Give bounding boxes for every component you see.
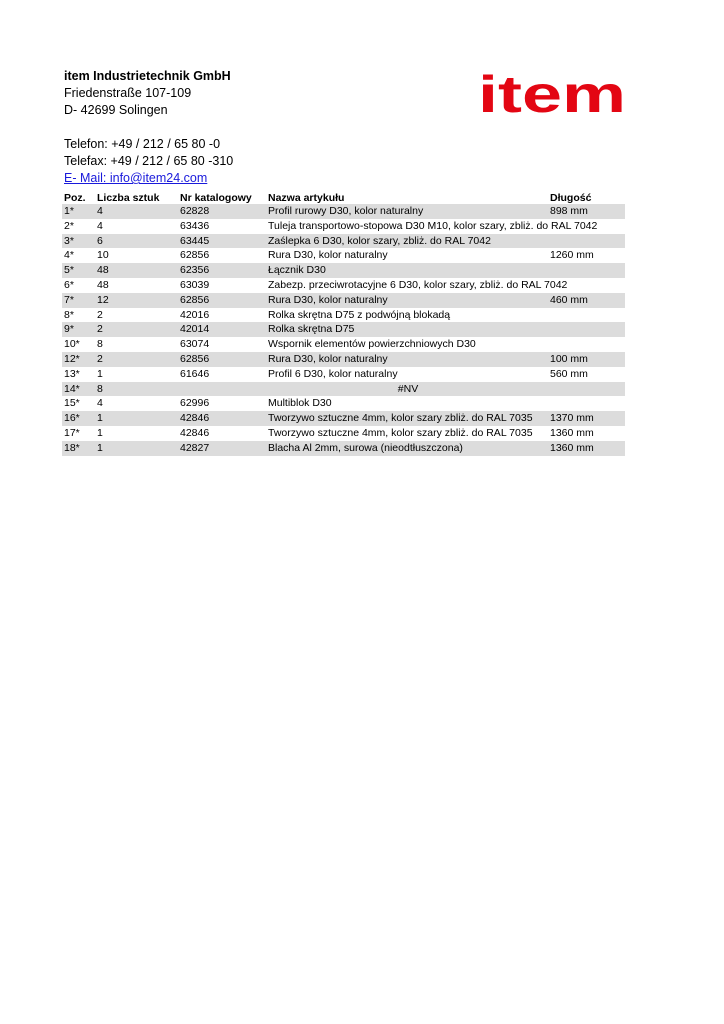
- cell-qty: 6: [95, 234, 178, 249]
- header-qty: Liczba sztuk: [97, 192, 160, 204]
- cell-pos: 12*: [62, 352, 95, 367]
- table-header-row: [62, 188, 625, 204]
- cell-qty: 1: [97, 426, 103, 439]
- table-row: [62, 263, 625, 278]
- cell-name: Rura D30, kolor naturalny: [266, 352, 548, 367]
- company-email-link[interactable]: E- Mail: info@item24.com: [64, 171, 208, 185]
- cell-pos: 18*: [62, 441, 95, 456]
- cell-qty: 48: [95, 263, 178, 278]
- logo-wordmark: item: [478, 74, 626, 114]
- item-logo: [478, 74, 626, 114]
- cell-length: 1260 mm: [550, 249, 594, 262]
- cell-qty: 8: [95, 382, 178, 397]
- cell-catalog: 62856: [178, 293, 266, 308]
- table-row: [62, 219, 625, 234]
- cell-name: Rura D30, kolor naturalny: [268, 249, 388, 262]
- header-catalog: Nr katalogowy: [180, 192, 252, 204]
- header-name: Nazwa artykułu: [268, 192, 345, 204]
- table-row: [62, 234, 625, 249]
- cell-qty: 4: [97, 397, 103, 410]
- cell-catalog: 42014: [178, 322, 266, 337]
- cell-pos: 3*: [62, 234, 95, 249]
- cell-catalog: 63436: [180, 219, 210, 232]
- company-phone: Telefon: +49 / 212 / 65 80 -0: [64, 137, 221, 151]
- table-row: [62, 382, 625, 397]
- cell-catalog: 63445: [178, 234, 266, 249]
- table-row: [62, 308, 625, 323]
- cell-catalog: 63039: [180, 278, 210, 291]
- cell-qty: 4: [97, 219, 103, 232]
- cell-pos: 6*: [64, 278, 74, 291]
- cell-pos: 8*: [64, 308, 74, 321]
- table-row: [62, 352, 625, 367]
- cell-length: 1360 mm: [550, 426, 594, 439]
- cell-qty: 2: [95, 352, 178, 367]
- company-city: D- 42699 Solingen: [64, 103, 168, 117]
- cell-name: Tworzywo sztuczne 4mm, kolor szary zbliż. do RAL 7035: [268, 426, 533, 439]
- company-street: Friedenstraße 107-109: [64, 86, 192, 100]
- cell-length: [548, 308, 625, 323]
- cell-pos: 15*: [64, 397, 80, 410]
- cell-length: 100 mm: [548, 352, 625, 367]
- company-name: item Industrietechnik GmbH: [64, 69, 231, 83]
- cell-pos: 14*: [62, 382, 95, 397]
- table-row: [62, 411, 625, 426]
- cell-qty: 4: [95, 204, 178, 219]
- header-pos: Poz.: [64, 192, 86, 204]
- cell-name: Tuleja transportowo-stopowa D30 M10, kolor szary, zbliż. do RAL 7042: [268, 219, 598, 232]
- cell-pos: 1*: [62, 204, 95, 219]
- cell-qty: 8: [97, 338, 103, 351]
- cell-pos: 16*: [62, 411, 95, 426]
- cell-length: 1370 mm: [548, 411, 625, 426]
- cell-length: 1360 mm: [548, 441, 625, 456]
- cell-name: Zaślepka 6 D30, kolor szary, zbliż. do RAL 7042: [266, 234, 548, 249]
- cell-qty: 1: [95, 411, 178, 426]
- cell-qty: 2: [97, 308, 103, 321]
- cell-pos: 10*: [64, 338, 80, 351]
- table-row: [62, 396, 625, 411]
- cell-catalog: 42846: [180, 426, 210, 439]
- cell-catalog: 62356: [178, 263, 266, 278]
- cell-length: [548, 263, 625, 278]
- cell-qty: 1: [95, 441, 178, 456]
- cell-length: [548, 382, 625, 397]
- cell-name: Blacha Al 2mm, surowa (nieodtłuszczona): [266, 441, 548, 456]
- cell-length: [548, 234, 625, 249]
- cell-name: Rura D30, kolor naturalny: [266, 293, 548, 308]
- cell-catalog: 63074: [180, 338, 210, 351]
- cell-catalog: 42846: [178, 411, 266, 426]
- cell-qty: 1: [97, 367, 103, 380]
- cell-catalog: 62856: [178, 352, 266, 367]
- table-body: [62, 204, 625, 456]
- cell-name: #NV: [266, 382, 548, 397]
- company-address-block: [64, 68, 233, 187]
- table-row: [62, 367, 625, 382]
- cell-catalog: 62856: [180, 249, 210, 262]
- cell-catalog: 42827: [178, 441, 266, 456]
- company-fax: Telefax: +49 / 212 / 65 80 -310: [64, 154, 234, 168]
- table-row: [62, 204, 625, 219]
- cell-catalog: 42016: [180, 308, 210, 321]
- cell-qty: 2: [95, 322, 178, 337]
- cell-qty: 12: [95, 293, 178, 308]
- cell-name: Zabezp. przeciwrotacyjne 6 D30, kolor szary, zbliż. do RAL 7042: [268, 278, 568, 291]
- cell-catalog: [178, 382, 266, 397]
- cell-name: Łącznik D30: [266, 263, 548, 278]
- table-row: [62, 441, 625, 456]
- cell-catalog: 62996: [180, 397, 210, 410]
- cell-qty: 48: [97, 278, 109, 291]
- cell-length: [548, 396, 625, 411]
- cell-catalog: 61646: [180, 367, 210, 380]
- table-row: [62, 337, 625, 352]
- table-row: [62, 248, 625, 263]
- cell-length: [548, 322, 625, 337]
- table-row: [62, 293, 625, 308]
- cell-length: 460 mm: [548, 293, 625, 308]
- table-row: [62, 322, 625, 337]
- cell-catalog: 62828: [178, 204, 266, 219]
- cell-length: [548, 337, 625, 352]
- cell-pos: 7*: [62, 293, 95, 308]
- cell-pos: 9*: [62, 322, 95, 337]
- cell-qty: 10: [97, 249, 109, 262]
- table-row: [62, 426, 625, 441]
- address-spacer: [64, 119, 233, 136]
- cell-pos: 2*: [64, 219, 74, 232]
- cell-length: 560 mm: [550, 367, 588, 380]
- cell-name: Rolka skrętna D75: [266, 322, 548, 337]
- cell-name: Profil 6 D30, kolor naturalny: [268, 367, 398, 380]
- cell-pos: 17*: [64, 426, 80, 439]
- cell-length: 898 mm: [548, 204, 625, 219]
- cell-pos: 13*: [64, 367, 80, 380]
- header-length: Długość: [550, 192, 592, 204]
- cell-name: Multiblok D30: [268, 397, 332, 410]
- cell-pos: 4*: [64, 249, 74, 262]
- cell-name: Profil rurowy D30, kolor naturalny: [266, 204, 548, 219]
- cell-name: Tworzywo sztuczne 4mm, kolor szary zbliż. do RAL 7035: [266, 411, 548, 426]
- parts-list-table: [62, 188, 625, 456]
- cell-pos: 5*: [62, 263, 95, 278]
- table-row: [62, 278, 625, 293]
- cell-name: Wspornik elementów powierzchniowych D30: [268, 338, 476, 351]
- cell-name: Rolka skrętna D75 z podwójną blokadą: [268, 308, 451, 321]
